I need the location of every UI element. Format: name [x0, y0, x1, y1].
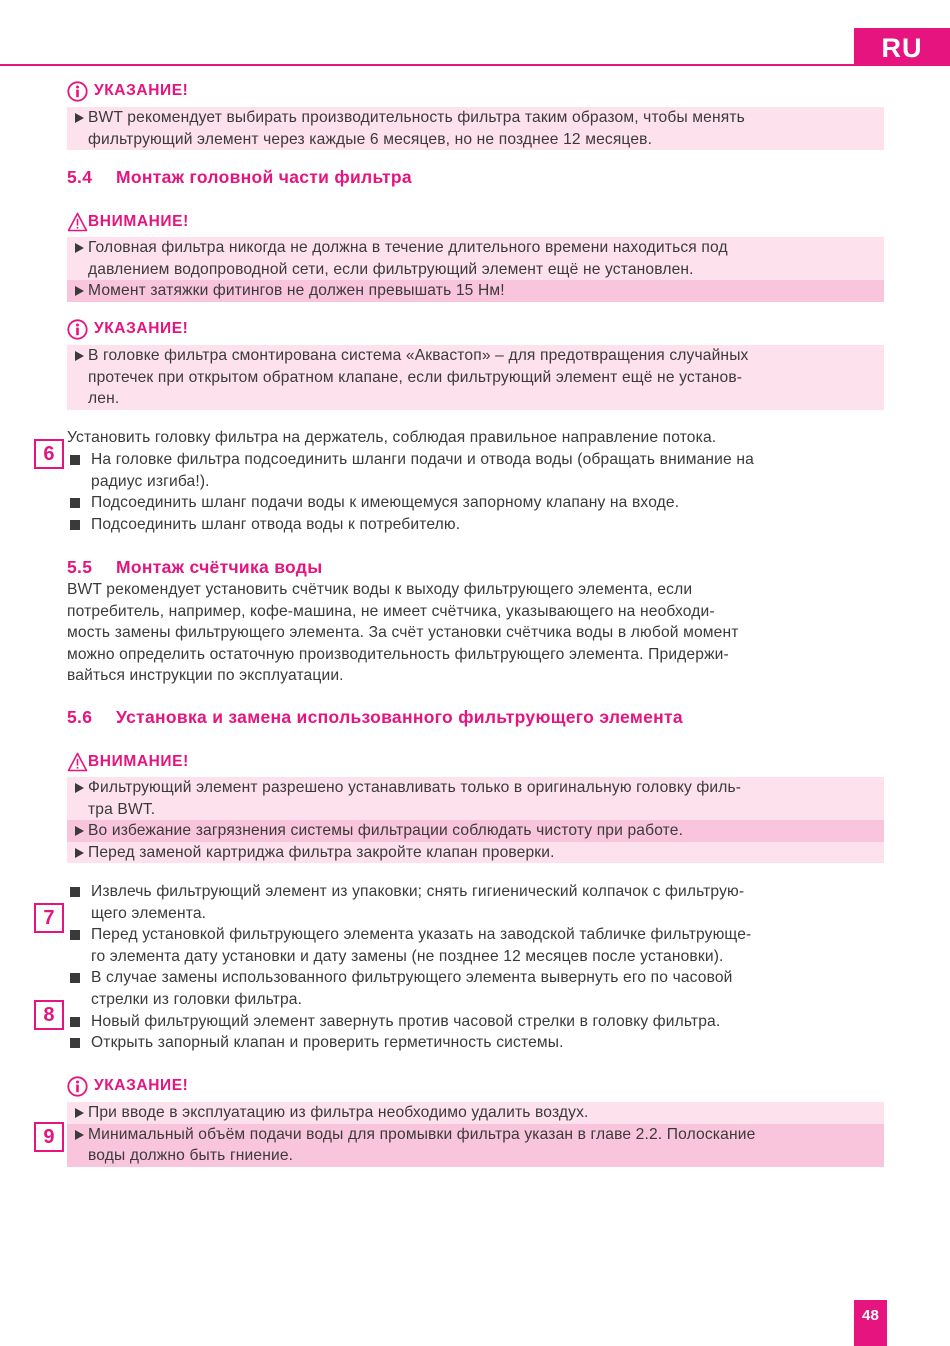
- list-item: Перед установкой фильтрующего элемента указать на заводской табличке фильтрующе- го элемента дату установки и дату замены (не позднее 12 месяцев после установки).: [67, 924, 884, 967]
- square-bullet-icon: [70, 930, 80, 940]
- square-bullet-icon: [70, 455, 80, 465]
- triangle-bullet-icon: [75, 351, 84, 361]
- section-heading-5-4: 5.4 Монтаж головной части фильтра: [67, 167, 412, 187]
- notice-heading: [67, 1074, 188, 1098]
- notice-box: [67, 107, 884, 150]
- square-bullet-icon: [70, 973, 80, 983]
- warning-item: Головная фильтра никогда не должна в течение длительного времени находиться под давлением водопроводной сети, если фильтрующий элемент ещё не установлен.: [67, 237, 884, 280]
- header-rule: [0, 64, 950, 66]
- notice-item: BWT рекомендует выбирать производительность фильтра таким образом, чтобы менять фильтрующий элемент через каждые 6 месяцев, но не позднее 12 месяцев.: [67, 107, 884, 150]
- section-heading-5-6: 5.6 Установка и замена использованного фильтрующего элемента: [67, 707, 683, 727]
- notice-title: УКАЗАНИЕ!: [94, 1077, 189, 1094]
- square-bullet-icon: [70, 1038, 80, 1048]
- figure-ref-6: 6: [34, 439, 64, 469]
- figure-ref-9: 9: [34, 1122, 64, 1152]
- notice-heading: [67, 317, 188, 341]
- warning-title: ВНИМАНИЕ!: [88, 753, 189, 770]
- square-bullet-icon: [70, 1017, 80, 1027]
- square-bullet-icon: [70, 887, 80, 897]
- install-list: [67, 449, 884, 535]
- triangle-bullet-icon: [75, 243, 84, 253]
- warning-item: Фильтрующий элемент разрешено устанавливать только в оригинальную головку филь- тра BWT.: [67, 777, 884, 820]
- figure-ref-8: 8: [34, 1000, 64, 1030]
- warning-item: Перед заменой картриджа фильтра закройте клапан проверки.: [67, 842, 884, 864]
- info-circle-icon: [67, 1076, 88, 1097]
- list-item: На головке фильтра подсоединить шланги подачи и отвода воды (обращать внимание на радиус изгиба!).: [67, 449, 884, 492]
- triangle-bullet-icon: [75, 1108, 84, 1118]
- warning-triangle-icon: [67, 212, 88, 232]
- triangle-bullet-icon: [75, 113, 84, 123]
- notice-box: [67, 345, 884, 410]
- triangle-bullet-icon: [75, 848, 84, 858]
- notice-box: [67, 1102, 884, 1167]
- warning-box: [67, 777, 884, 863]
- list-item: Извлечь фильтрующий элемент из упаковки; снять гигиенический колпачок с фильтрую- щего элемента.: [67, 881, 884, 924]
- replace-list: [67, 881, 884, 1054]
- section-heading-5-5: 5.5 Монтаж счётчика воды: [67, 557, 323, 577]
- list-item: Открыть запорный клапан и проверить герметичность системы.: [67, 1032, 884, 1054]
- notice-item: При вводе в эксплуатацию из фильтра необходимо удалить воздух.: [67, 1102, 884, 1124]
- install-intro: Установить головку фильтра на держатель, соблюдая правильное направление потока.: [67, 429, 717, 446]
- figure-ref-7: 7: [34, 903, 64, 933]
- triangle-bullet-icon: [75, 1130, 84, 1140]
- triangle-bullet-icon: [75, 783, 84, 793]
- section-5-5-body: BWT рекомендует установить счётчик воды к выходу фильтрующего элемента, если потребитель, например, кофе-машина, не имеет счётчика, указывающего на необходи- мость замены фильтрующего элемента. За счёт установки счётчика воды в любой момент можно определить остаточную производительность фильтрующего элемента. Придержи- вайться инструкции по эксплуатации.: [67, 581, 739, 685]
- notice-title: УКАЗАНИЕ!: [94, 82, 189, 99]
- info-circle-icon: [67, 319, 88, 340]
- notice-item: Минимальный объём подачи воды для промывки фильтра указан в главе 2.2. Полоскание воды должно быть гниение.: [67, 1124, 884, 1167]
- warning-title: ВНИМАНИЕ!: [88, 213, 189, 230]
- warning-heading: [67, 750, 189, 774]
- square-bullet-icon: [70, 498, 80, 508]
- list-item: Подсоединить шланг подачи воды к имеющемуся запорному клапану на входе.: [67, 492, 884, 514]
- language-tab: RU: [854, 28, 950, 66]
- notice-item: В головке фильтра смонтирована система «Аквастоп» – для предотвращения случайных протечек при открытом обратном клапане, если фильтрующий элемент ещё не установ- лен.: [67, 345, 884, 410]
- warning-heading: [67, 210, 189, 234]
- warning-item: Во избежание загрязнения системы фильтрации соблюдать чистоту при работе.: [67, 820, 884, 842]
- warning-box: [67, 237, 884, 302]
- warning-triangle-icon: [67, 752, 88, 772]
- list-item: Подсоединить шланг отвода воды к потребителю.: [67, 514, 884, 536]
- square-bullet-icon: [70, 520, 80, 530]
- info-circle-icon: [67, 81, 88, 102]
- triangle-bullet-icon: [75, 826, 84, 836]
- list-item: Новый фильтрующий элемент завернуть против часовой стрелки в головку фильтра.: [67, 1011, 884, 1033]
- notice-title: УКАЗАНИЕ!: [94, 320, 189, 337]
- notice-heading: [67, 79, 188, 103]
- triangle-bullet-icon: [75, 286, 84, 296]
- warning-item: Момент затяжки фитингов не должен превышать 15 Нм!: [67, 280, 884, 302]
- page-number: 48: [854, 1300, 887, 1346]
- list-item: В случае замены использованного фильтрующего элемента вывернуть его по часовой стрелки из головки фильтра.: [67, 967, 884, 1010]
